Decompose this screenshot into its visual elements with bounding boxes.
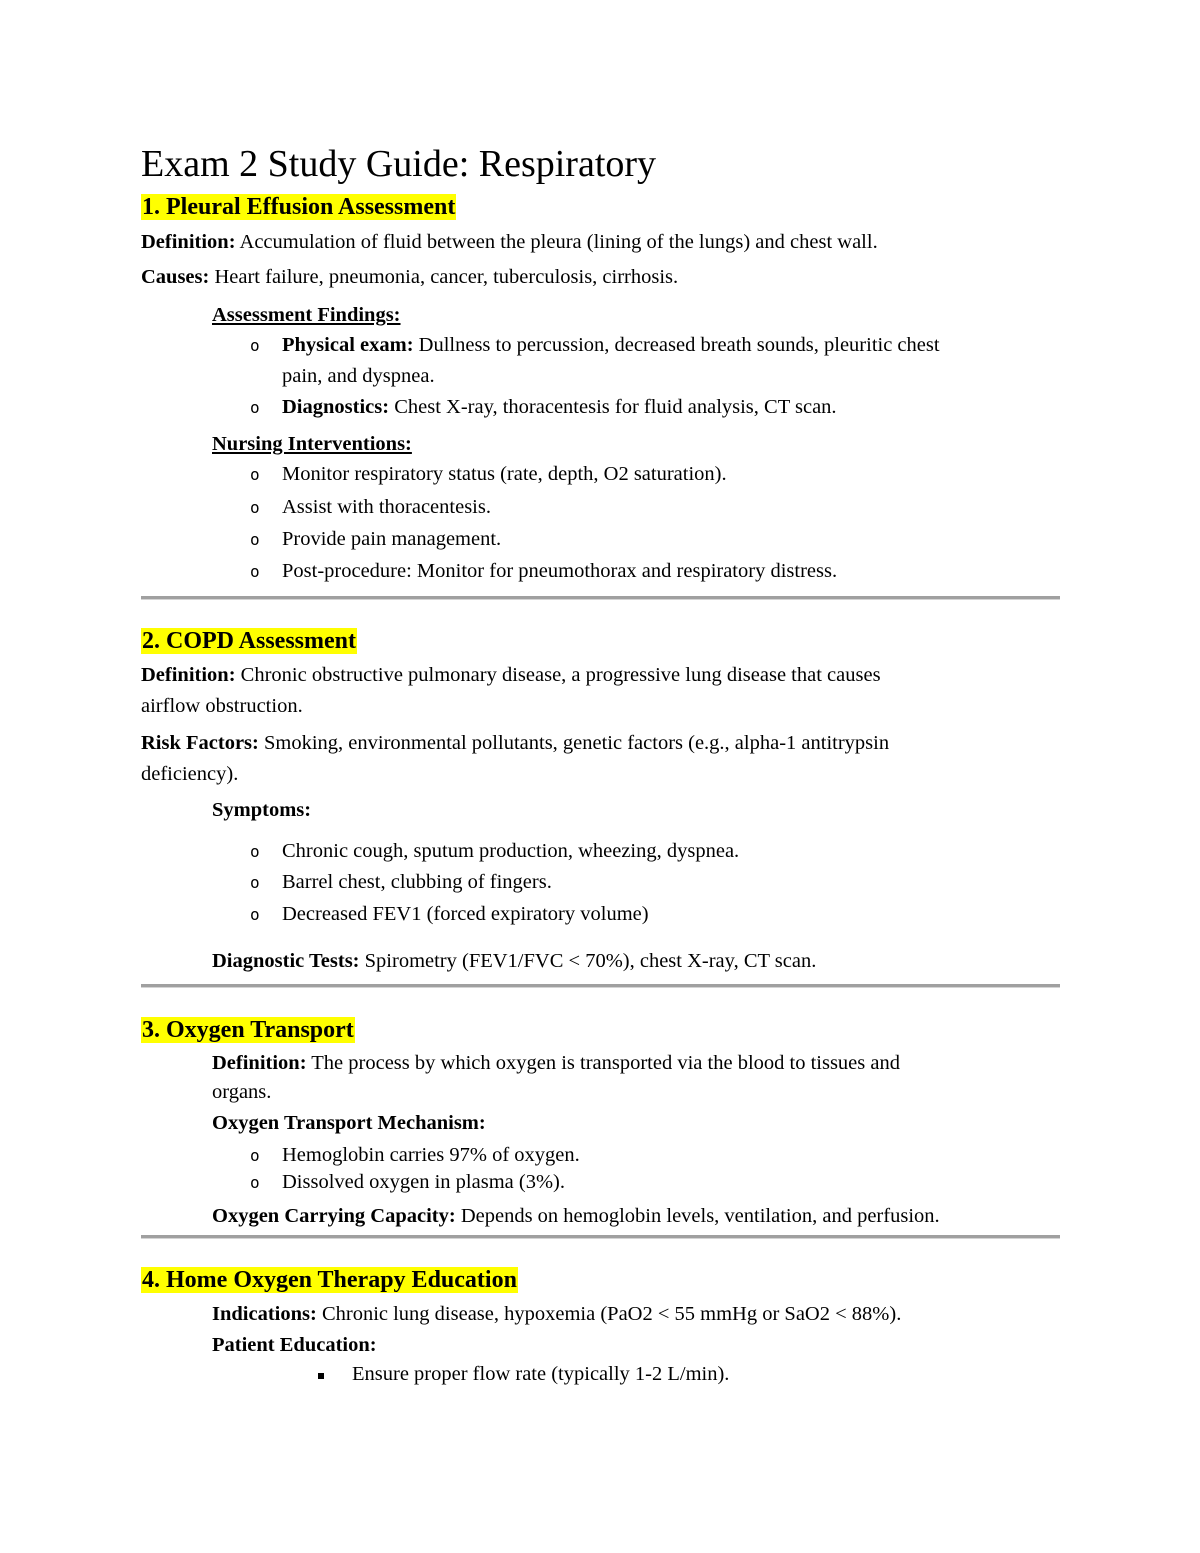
s2-diagnostic-tests-label: Diagnostic Tests:	[212, 950, 360, 972]
s1-physical-exam-cont: pain, and dyspnea.	[282, 365, 435, 387]
s3-carrying-capacity-text: Depends on hemoglobin levels, ventilation, and perfusion.	[455, 1205, 940, 1227]
s1-physical-exam-label: Physical exam:	[282, 334, 414, 356]
section-divider	[141, 1235, 1060, 1239]
bullet-icon: o	[250, 1173, 260, 1192]
s1-assessment-label-text: Assessment Findings:	[212, 304, 401, 326]
s3-carrying-capacity	[212, 1201, 940, 1231]
s1-definition-label: Definition:	[141, 231, 236, 253]
section-divider	[141, 596, 1060, 600]
list-item: Monitor respiratory status (rate, depth, O2 saturation).	[282, 463, 727, 485]
s1-diagnostics-label: Diagnostics:	[282, 396, 390, 418]
list-item: Post-procedure: Monitor for pneumothorax and respiratory distress.	[282, 560, 838, 582]
s3-mechanism-label	[212, 1108, 486, 1138]
section-3-heading-text: 3. Oxygen Transport	[142, 1017, 354, 1043]
s2-definition-text: Chronic obstructive pulmonary disease, a progressive lung disease that causes	[235, 664, 881, 686]
s1-causes-label: Causes:	[141, 266, 210, 288]
s1-physical-exam-text: Dullness to percussion, decreased breath sounds, pleuritic chest	[413, 334, 940, 356]
s3-definition-cont: organs.	[212, 1081, 272, 1103]
section-1-heading	[141, 192, 456, 222]
page-title: Exam 2 Study Guide: Respiratory	[141, 143, 657, 185]
s2-definition	[141, 660, 881, 690]
s2-risk-factors-text: Smoking, environmental pollutants, genetic factors (e.g., alpha-1 antitrypsin	[258, 732, 890, 754]
s1-interventions-label	[212, 429, 412, 459]
s2-diagnostic-tests-text: Spirometry (FEV1/FVC < 70%), chest X-ray, CT scan.	[359, 950, 817, 972]
s4-indications	[212, 1299, 901, 1329]
s4-indications-label: Indications:	[212, 1303, 317, 1325]
s1-causes	[141, 262, 678, 292]
bullet-icon: o	[250, 1146, 260, 1165]
bullet-icon: o	[250, 562, 260, 581]
section-2-heading	[141, 626, 357, 656]
s1-physical-exam	[282, 330, 940, 360]
s1-interventions-label-text: Nursing Interventions:	[212, 433, 412, 455]
s2-symptoms-label	[212, 795, 311, 825]
list-item: Dissolved oxygen in plasma (3%).	[282, 1171, 565, 1193]
bullet-icon: o	[250, 498, 260, 517]
s1-definition-text: Accumulation of fluid between the pleura (lining of the lungs) and chest wall.	[235, 231, 878, 253]
s3-definition-label: Definition:	[212, 1052, 307, 1074]
s2-risk-factors-label: Risk Factors:	[141, 732, 259, 754]
s1-assessment-label	[212, 300, 401, 330]
s3-definition-text: The process by which oxygen is transported via the blood to tissues and	[306, 1052, 900, 1074]
s1-definition	[141, 227, 878, 257]
s4-indications-text: Chronic lung disease, hypoxemia (PaO2 < 55 mmHg or SaO2 < 88%).	[316, 1303, 902, 1325]
section-1-heading-text: 1. Pleural Effusion Assessment	[142, 194, 456, 220]
s2-symptoms-label-text: Symptoms:	[212, 799, 312, 821]
bullet-icon: o	[250, 398, 260, 417]
s4-education-label	[212, 1330, 377, 1360]
list-item: Hemoglobin carries 97% of oxygen.	[282, 1144, 580, 1166]
s3-mechanism-label-text: Oxygen Transport Mechanism:	[212, 1112, 486, 1134]
bullet-icon: o	[250, 336, 260, 355]
s2-diagnostic-tests	[212, 946, 816, 976]
list-item: Barrel chest, clubbing of fingers.	[282, 871, 552, 893]
list-item: Ensure proper flow rate (typically 1-2 L/min).	[352, 1363, 730, 1385]
square-bullet-icon	[318, 1373, 324, 1379]
section-4-heading	[141, 1265, 518, 1295]
section-3-heading	[141, 1015, 355, 1045]
s4-education-label-text: Patient Education:	[212, 1334, 377, 1356]
s1-causes-text: Heart failure, pneumonia, cancer, tuberculosis, cirrhosis.	[209, 266, 679, 288]
s2-risk-factors	[141, 728, 889, 758]
list-item: Provide pain management.	[282, 528, 502, 550]
s1-diagnostics-text: Chest X-ray, thoracentesis for fluid analysis, CT scan.	[389, 396, 837, 418]
bullet-icon: o	[250, 530, 260, 549]
s3-carrying-capacity-label: Oxygen Carrying Capacity:	[212, 1205, 456, 1227]
s3-definition	[212, 1048, 900, 1078]
s2-risk-factors-cont: deficiency).	[141, 763, 239, 785]
list-item: Chronic cough, sputum production, wheezing, dyspnea.	[282, 840, 740, 862]
section-4-heading-text: 4. Home Oxygen Therapy Education	[142, 1267, 517, 1293]
bullet-icon: o	[250, 842, 260, 861]
s2-definition-cont: airflow obstruction.	[141, 695, 303, 717]
s2-definition-label: Definition:	[141, 664, 236, 686]
section-2-heading-text: 2. COPD Assessment	[142, 628, 356, 654]
bullet-icon: o	[250, 873, 260, 892]
section-divider	[141, 984, 1060, 988]
bullet-icon: o	[250, 465, 260, 484]
list-item: Decreased FEV1 (forced expiratory volume)	[282, 903, 649, 925]
bullet-icon: o	[250, 905, 260, 924]
s1-diagnostics	[282, 392, 837, 422]
list-item: Assist with thoracentesis.	[282, 496, 491, 518]
